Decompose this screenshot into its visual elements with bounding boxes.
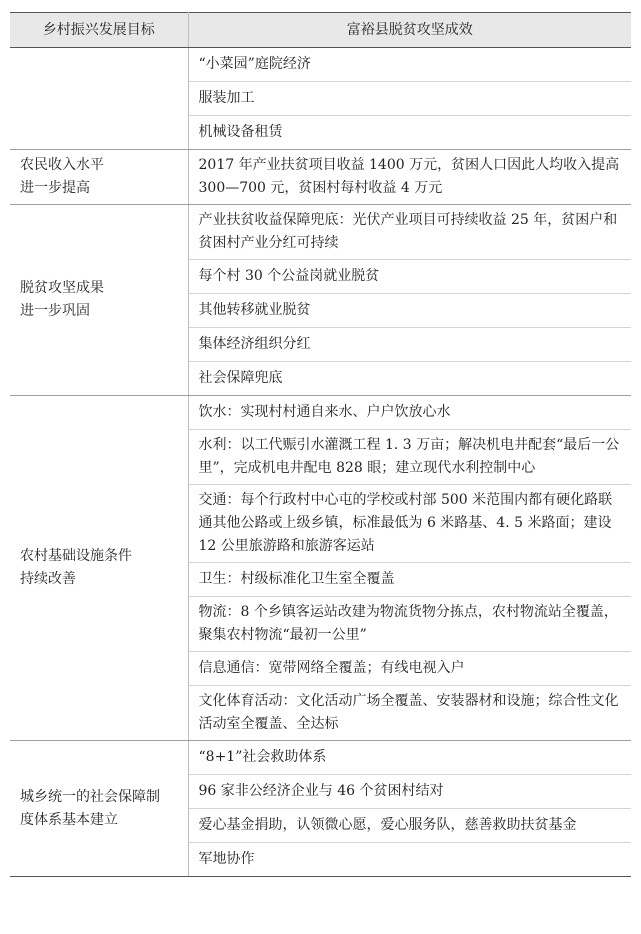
result-cell: 军地协作	[188, 843, 631, 877]
result-cell: 每个村 30 个公益岗就业脱贫	[188, 260, 631, 294]
result-cell: 物流：8 个乡镇客运站改建为物流货物分拣点，农村物流站全覆盖，聚集农村物流“最初一公里”	[188, 597, 631, 652]
result-cell: 卫生：村级标准化卫生室全覆盖	[188, 563, 631, 597]
table-body	[10, 48, 631, 877]
table-header-row	[10, 13, 631, 48]
table-row	[10, 396, 631, 430]
result-cell: “小菜园”庭院经济	[188, 48, 631, 82]
table-row	[10, 150, 631, 205]
goal-cell	[10, 48, 188, 150]
result-cell: 产业扶贫收益保障兜底：光伏产业项目可持续收益 25 年，贫困户和贫困村产业分红可持续	[188, 205, 631, 260]
header-results: 富裕县脱贫攻坚成效	[188, 13, 631, 48]
result-cell: “8+1”社会救助体系	[188, 741, 631, 775]
result-cell: 交通：每个行政村中心屯的学校或村部 500 米范围内都有硬化路联通其他公路或上级乡镇，标准最低为 6 米路基、4. 5 米路面；建设 12 公里旅游路和旅游客运站	[188, 485, 631, 563]
goal-cell: 农民收入水平 进一步提高	[10, 150, 188, 205]
table-row	[10, 741, 631, 775]
goal-cell: 城乡统一的社会保障制 度体系基本建立	[10, 741, 188, 877]
result-cell: 信息通信：宽带网络全覆盖；有线电视入户	[188, 652, 631, 686]
result-cell: 其他转移就业脱贫	[188, 294, 631, 328]
table-row	[10, 205, 631, 260]
goal-cell: 脱贫攻坚成果 进一步巩固	[10, 205, 188, 396]
result-cell: 96 家非公经济企业与 46 个贫困村结对	[188, 775, 631, 809]
result-cell: 水利：以工代赈引水灌溉工程 1. 3 万亩；解决机电井配套“最后一公里”，完成机电井配电 828 眼；建立现代水利控制中心	[188, 430, 631, 485]
result-cell: 机械设备租赁	[188, 116, 631, 150]
result-cell: 社会保障兜底	[188, 362, 631, 396]
result-cell: 集体经济组织分红	[188, 328, 631, 362]
result-cell: 爱心基金捐助，认领微心愿，爱心服务队，慈善救助扶贫基金	[188, 809, 631, 843]
result-cell: 2017 年产业扶贫项目收益 1400 万元，贫困人口因此人均收入提高 300—700 元，贫困村每村收益 4 万元	[188, 150, 631, 205]
poverty-results-table	[10, 12, 631, 877]
result-cell: 饮水：实现村村通自来水、户户饮放心水	[188, 396, 631, 430]
goal-cell: 农村基础设施条件 持续改善	[10, 396, 188, 741]
result-cell: 服装加工	[188, 82, 631, 116]
header-goal: 乡村振兴发展目标	[10, 13, 188, 48]
result-cell: 文化体育活动：文化活动广场全覆盖、安装器材和设施；综合性文化活动室全覆盖、全达标	[188, 686, 631, 741]
table-row	[10, 48, 631, 82]
